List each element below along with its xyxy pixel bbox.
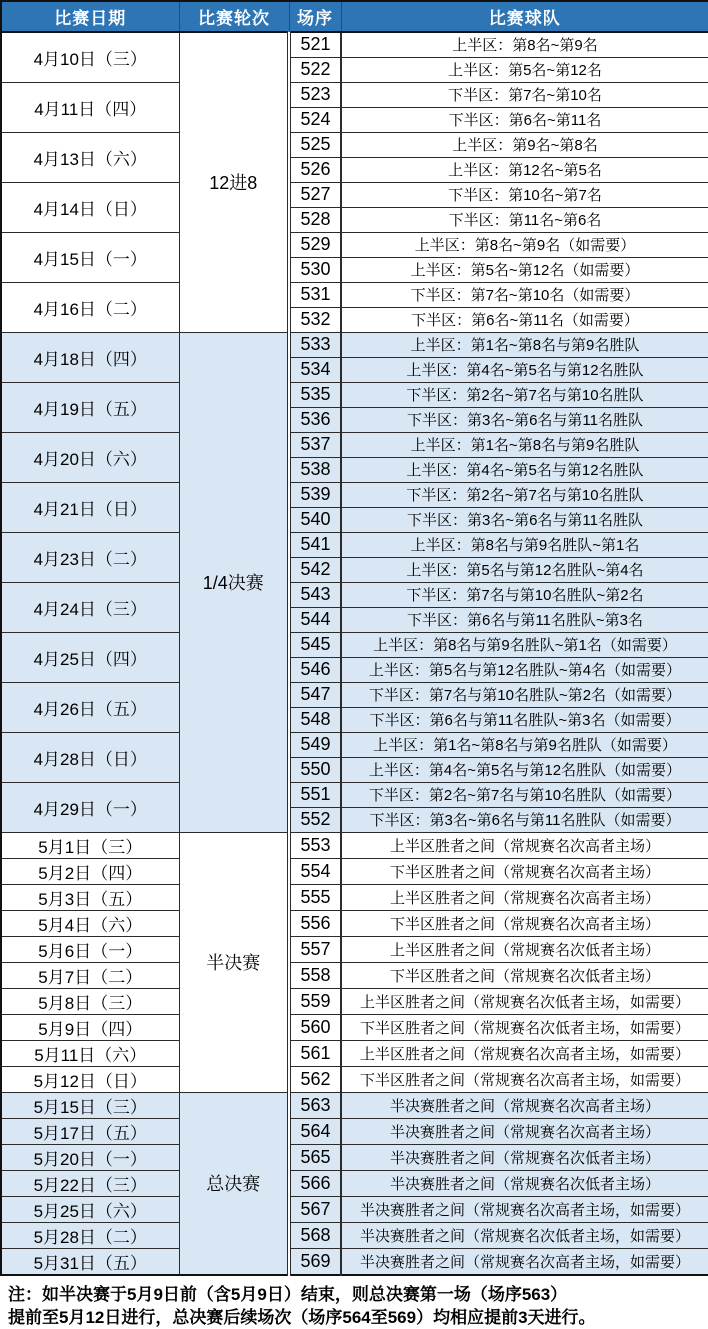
date-cell: 5月6日（一） <box>1 936 179 962</box>
game-no-cell: 548 <box>289 707 341 732</box>
teams-cell: 上半区：第5名与第12名胜队~第4名（如需要） <box>341 657 708 682</box>
date-cell: 4月29日（一） <box>1 782 179 832</box>
teams-cell: 上半区：第8名~第9名 <box>341 32 708 57</box>
game-row <box>1 432 708 457</box>
game-row <box>1 1118 708 1144</box>
game-no-cell: 550 <box>289 757 341 782</box>
teams-cell: 下半区：第10名~第7名 <box>341 182 708 207</box>
teams-cell: 下半区：第2名~第7名与第10名胜队（如需要） <box>341 782 708 807</box>
teams-cell: 上半区：第4名~第5名与第12名胜队 <box>341 457 708 482</box>
game-no-cell: 536 <box>289 407 341 432</box>
game-row <box>1 1196 708 1222</box>
game-no-cell: 522 <box>289 57 341 82</box>
game-row <box>1 632 708 657</box>
game-row <box>1 732 708 757</box>
date-cell: 5月31日（五） <box>1 1248 179 1275</box>
game-no-cell: 542 <box>289 557 341 582</box>
game-no-cell: 544 <box>289 607 341 632</box>
game-no-cell: 537 <box>289 432 341 457</box>
teams-cell: 上半区胜者之间（常规赛名次低者主场，如需要） <box>341 988 708 1014</box>
date-cell: 4月15日（一） <box>1 232 179 282</box>
date-cell: 5月7日（二） <box>1 962 179 988</box>
game-row <box>1 132 708 157</box>
game-row <box>1 962 708 988</box>
game-row <box>1 282 708 307</box>
date-cell: 5月8日（三） <box>1 988 179 1014</box>
header-round: 比赛轮次 <box>179 1 289 32</box>
date-cell: 4月23日（二） <box>1 532 179 582</box>
game-no-cell: 523 <box>289 82 341 107</box>
teams-cell: 上半区：第12名~第5名 <box>341 157 708 182</box>
teams-cell: 下半区：第6名~第11名（如需要） <box>341 307 708 332</box>
game-no-cell: 539 <box>289 482 341 507</box>
game-row <box>1 1014 708 1040</box>
teams-cell: 上半区胜者之间（常规赛名次高者主场） <box>341 832 708 858</box>
game-row <box>1 858 708 884</box>
teams-cell: 下半区：第7名~第10名（如需要） <box>341 282 708 307</box>
date-cell: 4月26日（五） <box>1 682 179 732</box>
game-row <box>1 1170 708 1196</box>
game-no-cell: 566 <box>289 1170 341 1196</box>
game-no-cell: 563 <box>289 1092 341 1118</box>
teams-cell: 半决赛胜者之间（常规赛名次高者主场） <box>341 1092 708 1118</box>
date-cell: 5月1日（三） <box>1 832 179 858</box>
teams-cell: 半决赛胜者之间（常规赛名次低者主场） <box>341 1170 708 1196</box>
game-no-cell: 557 <box>289 936 341 962</box>
game-no-cell: 534 <box>289 357 341 382</box>
game-no-cell: 527 <box>289 182 341 207</box>
date-cell: 4月11日（四） <box>1 82 179 132</box>
teams-cell: 下半区：第7名与第10名胜队~第2名 <box>341 582 708 607</box>
game-row <box>1 82 708 107</box>
date-cell: 4月16日（二） <box>1 282 179 332</box>
teams-cell: 上半区：第9名~第8名 <box>341 132 708 157</box>
teams-cell: 上半区：第5名~第12名（如需要） <box>341 257 708 282</box>
teams-cell: 下半区：第3名~第6名与第11名胜队（如需要） <box>341 807 708 832</box>
game-row <box>1 682 708 707</box>
table-header <box>1 1 708 32</box>
teams-cell: 半决赛胜者之间（常规赛名次低者主场，如需要） <box>341 1222 708 1248</box>
date-cell: 4月28日（日） <box>1 732 179 782</box>
date-cell: 5月15日（三） <box>1 1092 179 1118</box>
teams-cell: 下半区：第3名~第6名与第11名胜队 <box>341 407 708 432</box>
teams-cell: 下半区：第3名~第6名与第11名胜队 <box>341 507 708 532</box>
game-no-cell: 531 <box>289 282 341 307</box>
footnote-line-2: 提前至5月12日进行，总决赛后续场次（场序564至569）均相应提前3天进行。 <box>8 1307 596 1327</box>
teams-cell: 上半区：第1名~第8名与第9名胜队（如需要） <box>341 732 708 757</box>
date-cell: 4月13日（六） <box>1 132 179 182</box>
teams-cell: 下半区胜者之间（常规赛名次高者主场） <box>341 858 708 884</box>
teams-cell: 上半区胜者之间（常规赛名次低者主场） <box>341 936 708 962</box>
game-no-cell: 532 <box>289 307 341 332</box>
game-no-cell: 526 <box>289 157 341 182</box>
date-cell: 5月22日（三） <box>1 1170 179 1196</box>
teams-cell: 上半区：第4名~第5名与第12名胜队（如需要） <box>341 757 708 782</box>
game-row <box>1 1092 708 1118</box>
game-row <box>1 532 708 557</box>
game-no-cell: 564 <box>289 1118 341 1144</box>
teams-cell: 上半区：第5名与第12名胜队~第4名 <box>341 557 708 582</box>
game-no-cell: 562 <box>289 1066 341 1092</box>
game-no-cell: 553 <box>289 832 341 858</box>
game-no-cell: 558 <box>289 962 341 988</box>
game-row <box>1 32 708 57</box>
header-date: 比赛日期 <box>1 1 179 32</box>
game-no-cell: 545 <box>289 632 341 657</box>
teams-cell: 上半区：第8名与第9名胜队~第1名（如需要） <box>341 632 708 657</box>
game-no-cell: 568 <box>289 1222 341 1248</box>
teams-cell: 半决赛胜者之间（常规赛名次高者主场） <box>341 1118 708 1144</box>
date-cell: 4月14日（日） <box>1 182 179 232</box>
game-no-cell: 533 <box>289 332 341 357</box>
teams-cell: 上半区胜者之间（常规赛名次高者主场，如需要） <box>341 1040 708 1066</box>
date-cell: 4月24日（三） <box>1 582 179 632</box>
round-cell: 12进8 <box>179 32 289 332</box>
game-no-cell: 567 <box>289 1196 341 1222</box>
teams-cell: 上半区胜者之间（常规赛名次高者主场） <box>341 884 708 910</box>
teams-cell: 下半区：第6名与第11名胜队~第3名（如需要） <box>341 707 708 732</box>
teams-cell: 上半区：第5名~第12名 <box>341 57 708 82</box>
date-cell: 5月9日（四） <box>1 1014 179 1040</box>
game-no-cell: 540 <box>289 507 341 532</box>
game-row <box>1 782 708 807</box>
date-cell: 5月20日（一） <box>1 1144 179 1170</box>
teams-cell: 下半区胜者之间（常规赛名次低者主场，如需要） <box>341 1014 708 1040</box>
date-cell: 5月17日（五） <box>1 1118 179 1144</box>
teams-cell: 上半区：第4名~第5名与第12名胜队 <box>341 357 708 382</box>
teams-cell: 半决赛胜者之间（常规赛名次低者主场） <box>341 1144 708 1170</box>
game-row <box>1 1222 708 1248</box>
round-cell: 1/4决赛 <box>179 332 289 832</box>
date-cell: 5月12日（日） <box>1 1066 179 1092</box>
game-row <box>1 382 708 407</box>
game-no-cell: 551 <box>289 782 341 807</box>
game-row <box>1 582 708 607</box>
date-cell: 5月4日（六） <box>1 910 179 936</box>
game-row <box>1 1144 708 1170</box>
game-row <box>1 936 708 962</box>
footnote <box>0 1276 708 1329</box>
game-row <box>1 1248 708 1275</box>
teams-cell: 上半区：第1名~第8名与第9名胜队 <box>341 332 708 357</box>
date-cell: 5月2日（四） <box>1 858 179 884</box>
game-no-cell: 559 <box>289 988 341 1014</box>
game-no-cell: 538 <box>289 457 341 482</box>
game-no-cell: 556 <box>289 910 341 936</box>
game-no-cell: 546 <box>289 657 341 682</box>
game-row <box>1 332 708 357</box>
game-no-cell: 560 <box>289 1014 341 1040</box>
game-no-cell: 565 <box>289 1144 341 1170</box>
date-cell: 4月21日（日） <box>1 482 179 532</box>
game-no-cell: 525 <box>289 132 341 157</box>
header-game-no: 场序 <box>289 1 341 32</box>
teams-cell: 下半区：第6名~第11名 <box>341 107 708 132</box>
game-no-cell: 554 <box>289 858 341 884</box>
date-cell: 5月11日（六） <box>1 1040 179 1066</box>
game-no-cell: 535 <box>289 382 341 407</box>
game-row <box>1 1066 708 1092</box>
game-no-cell: 528 <box>289 207 341 232</box>
teams-cell: 下半区：第2名~第7名与第10名胜队 <box>341 382 708 407</box>
game-no-cell: 547 <box>289 682 341 707</box>
game-no-cell: 524 <box>289 107 341 132</box>
teams-cell: 下半区：第11名~第6名 <box>341 207 708 232</box>
game-no-cell: 549 <box>289 732 341 757</box>
game-no-cell: 529 <box>289 232 341 257</box>
game-no-cell: 561 <box>289 1040 341 1066</box>
date-cell: 4月19日（五） <box>1 382 179 432</box>
game-no-cell: 543 <box>289 582 341 607</box>
game-no-cell: 541 <box>289 532 341 557</box>
teams-cell: 下半区：第7名~第10名 <box>341 82 708 107</box>
game-no-cell: 521 <box>289 32 341 57</box>
teams-cell: 下半区：第6名与第11名胜队~第3名 <box>341 607 708 632</box>
teams-cell: 半决赛胜者之间（常规赛名次高者主场，如需要） <box>341 1196 708 1222</box>
game-no-cell: 552 <box>289 807 341 832</box>
table-body <box>1 32 708 1275</box>
game-row <box>1 988 708 1014</box>
teams-cell: 上半区：第8名与第9名胜队~第1名 <box>341 532 708 557</box>
round-cell: 半决赛 <box>179 832 289 1092</box>
date-cell: 5月3日（五） <box>1 884 179 910</box>
date-cell: 4月25日（四） <box>1 632 179 682</box>
game-row <box>1 832 708 858</box>
teams-cell: 下半区：第2名~第7名与第10名胜队 <box>341 482 708 507</box>
game-row <box>1 884 708 910</box>
teams-cell: 上半区：第8名~第9名（如需要） <box>341 232 708 257</box>
game-no-cell: 555 <box>289 884 341 910</box>
game-row <box>1 1040 708 1066</box>
round-cell: 总决赛 <box>179 1092 289 1275</box>
game-no-cell: 530 <box>289 257 341 282</box>
game-row <box>1 482 708 507</box>
game-row <box>1 182 708 207</box>
date-cell: 4月10日（三） <box>1 32 179 82</box>
teams-cell: 下半区胜者之间（常规赛名次高者主场，如需要） <box>341 1066 708 1092</box>
footnote-line-1: 注：如半决赛于5月9日前（含5月9日）结束，则总决赛第一场（场序563） <box>8 1284 568 1304</box>
date-cell: 4月18日（四） <box>1 332 179 382</box>
date-cell: 4月20日（六） <box>1 432 179 482</box>
teams-cell: 下半区胜者之间（常规赛名次低者主场） <box>341 962 708 988</box>
game-no-cell: 569 <box>289 1248 341 1275</box>
date-cell: 5月28日（二） <box>1 1222 179 1248</box>
game-row <box>1 910 708 936</box>
teams-cell: 下半区：第7名与第10名胜队~第2名（如需要） <box>341 682 708 707</box>
header-teams: 比赛球队 <box>341 1 708 32</box>
teams-cell: 半决赛胜者之间（常规赛名次高者主场，如需要） <box>341 1248 708 1275</box>
teams-cell: 上半区：第1名~第8名与第9名胜队 <box>341 432 708 457</box>
date-cell: 5月25日（六） <box>1 1196 179 1222</box>
teams-cell: 下半区胜者之间（常规赛名次高者主场） <box>341 910 708 936</box>
game-row <box>1 232 708 257</box>
